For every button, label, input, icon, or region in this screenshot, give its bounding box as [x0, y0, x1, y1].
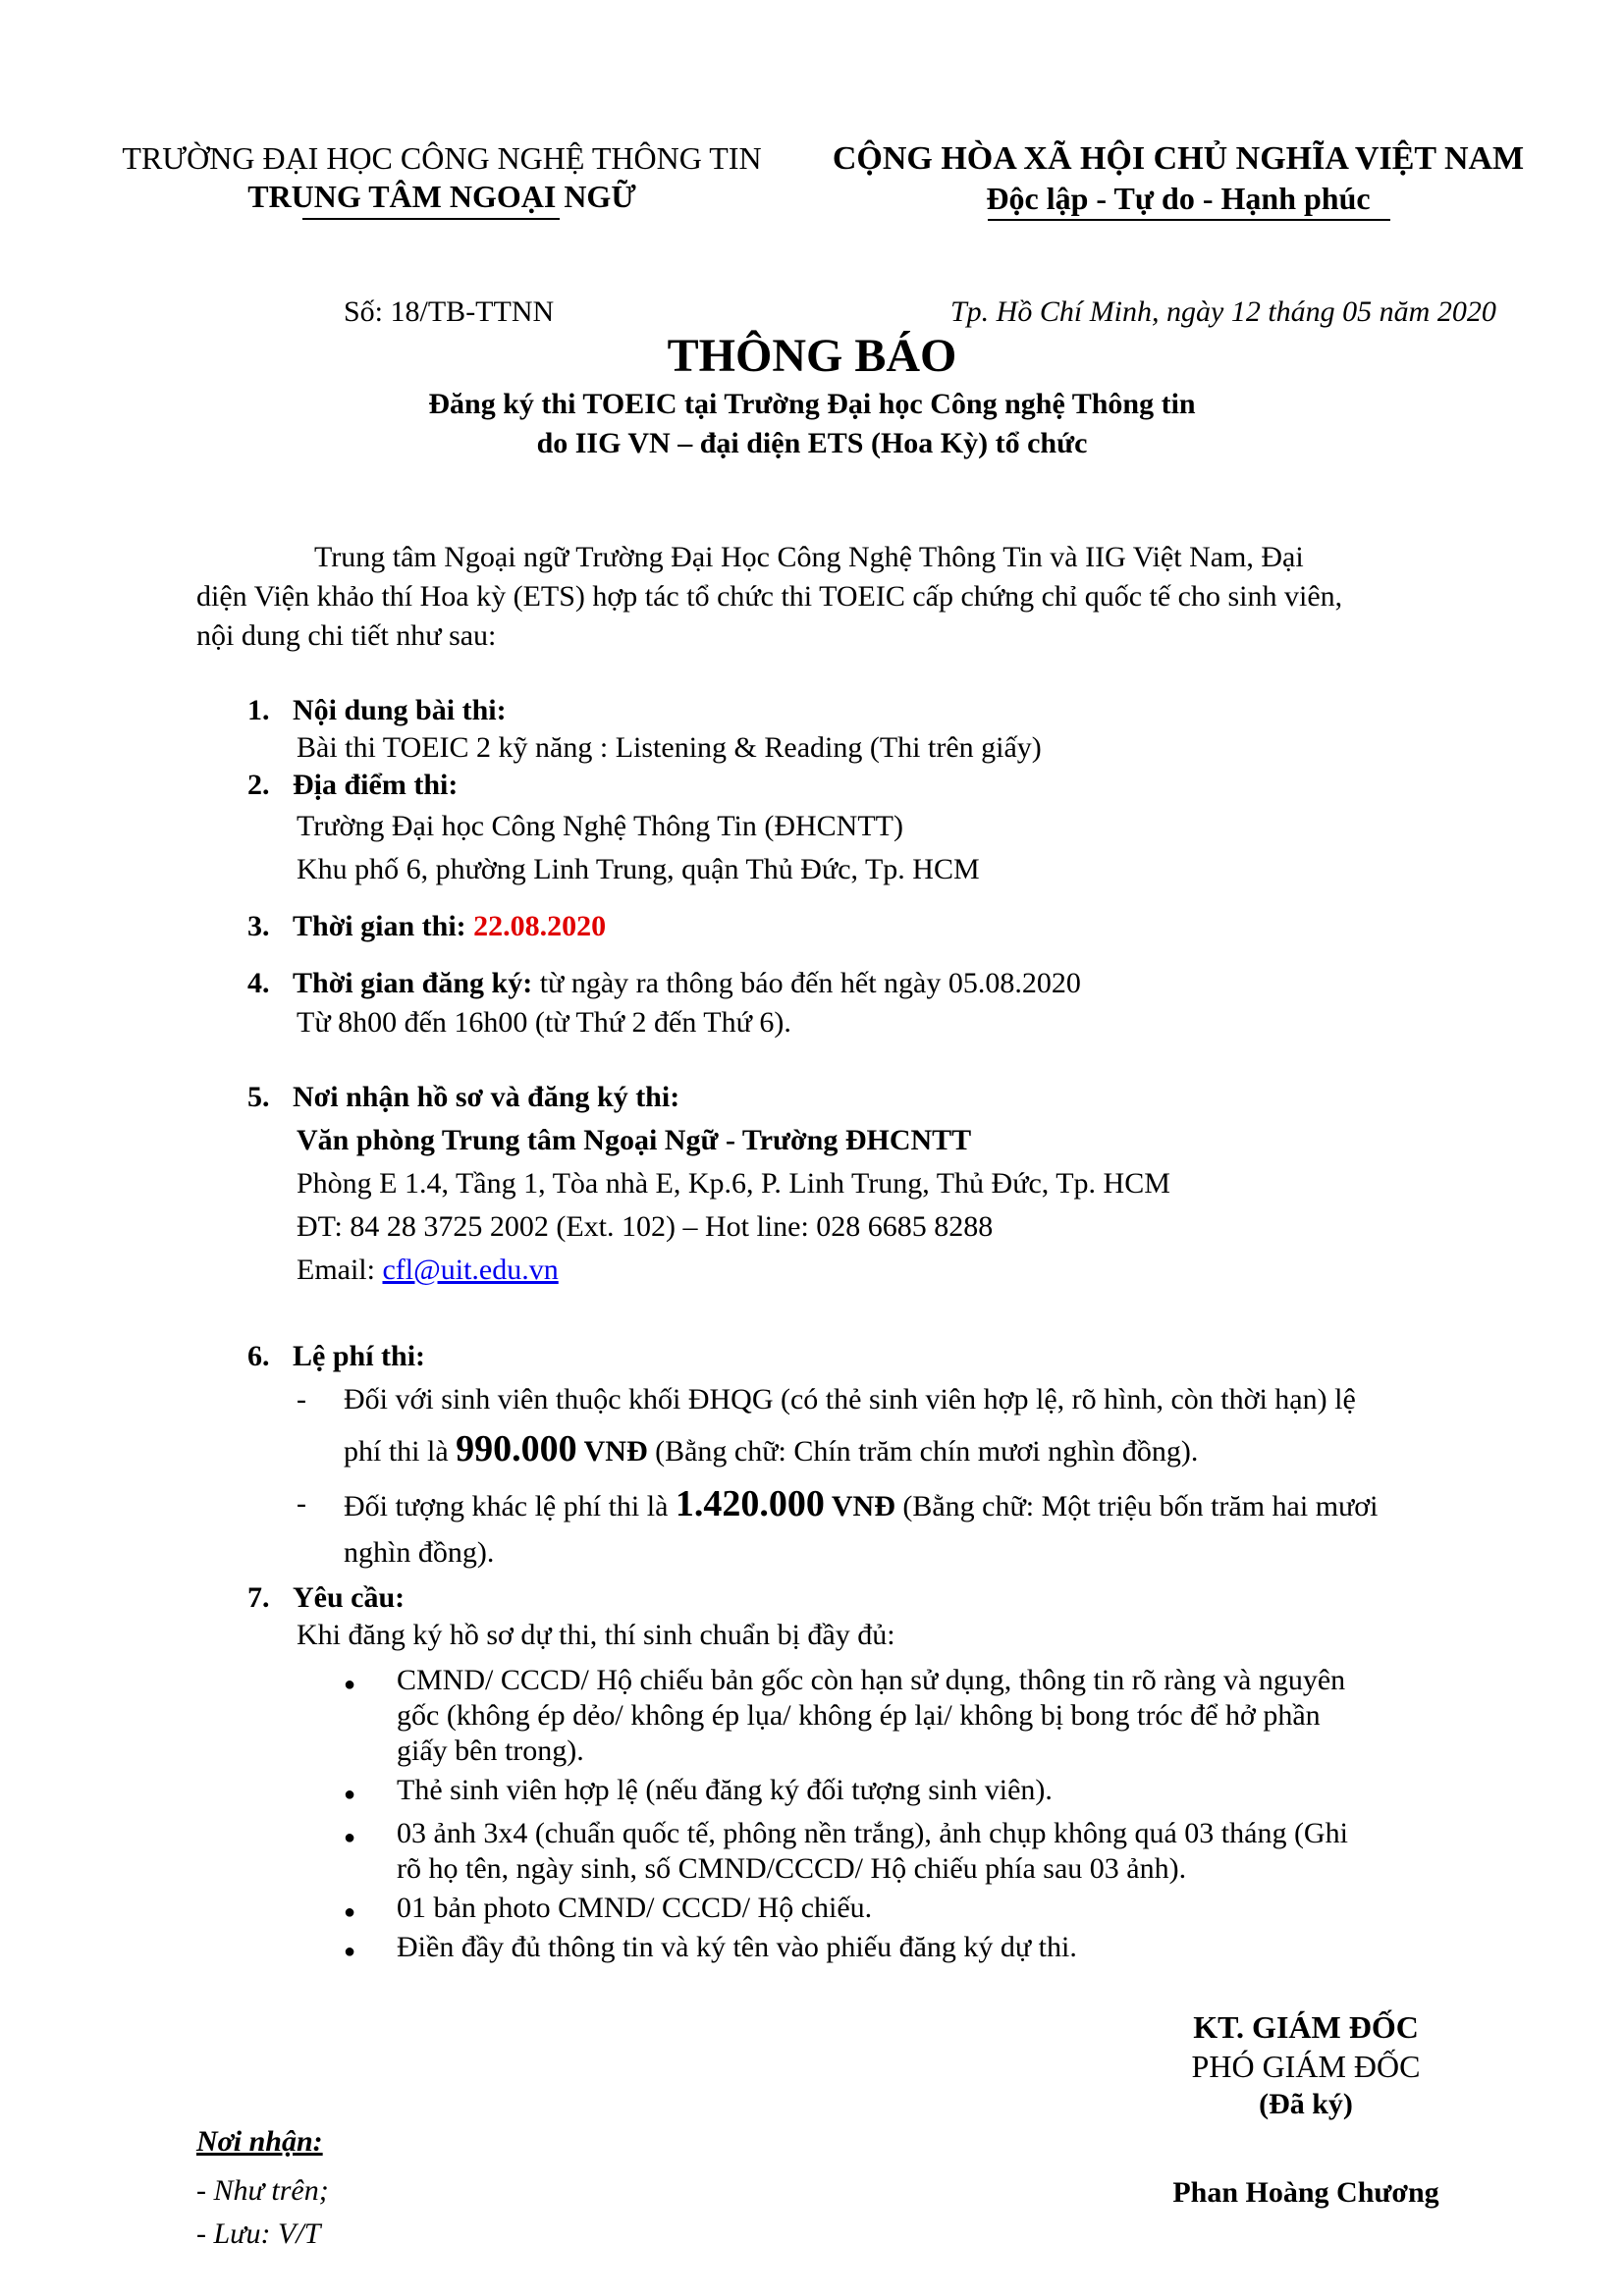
requirement-1-line1: CMND/ CCCD/ Hộ chiếu bản gốc còn hạn sử dụng, thông tin rõ ràng và nguyên	[397, 1664, 1346, 1696]
fee-2-prefix: Đối tượng khác lệ phí thi là	[344, 1490, 676, 1522]
fee-2-amount: 1.420.000	[675, 1483, 825, 1524]
requirement-5: Điền đầy đủ thông tin và ký tên vào phiếu đăng ký dự thi.	[397, 1931, 1077, 1963]
fee-2-line1	[344, 1484, 1379, 1526]
section-3-heading	[247, 907, 606, 946]
requirements-intro: Khi đăng ký hồ sơ dự thi, thí sinh chuẩn bị đầy đủ:	[297, 1619, 895, 1651]
intro-line1: Trung tâm Ngoại ngữ Trường Đại Học Công Nghệ Thông Tin và IIG Việt Nam, Đại	[314, 541, 1304, 573]
org-name-line2: TRUNG TÂM NGOẠI NGỮ	[247, 179, 636, 214]
section-number: 6.	[247, 1340, 270, 1372]
office-phone: ĐT: 84 28 3725 2002 (Ext. 102) – Hot line: 028 6685 8288	[297, 1210, 994, 1243]
subtitle-line2: do IIG VN – đại diện ETS (Hoa Kỳ) tổ chức	[536, 427, 1088, 459]
section-4-heading	[247, 964, 1081, 1003]
requirement-4: 01 bản photo CMND/ CCCD/ Hộ chiếu.	[397, 1892, 873, 1924]
section-title: Yêu cầu:	[293, 1581, 406, 1614]
recipient-item: - Như trên;	[196, 2174, 329, 2207]
fee-1-line1: Đối với sinh viên thuộc khối ĐHQG (có thẻ sinh viên hợp lệ, rõ hình, còn thời hạn) lệ	[344, 1383, 1356, 1415]
email-link[interactable]: cfl@uit.edu.vn	[382, 1254, 559, 1286]
intro-line2: diện Viện khảo thí Hoa kỳ (ETS) hợp tác tổ chức thi TOEIC cấp chứng chỉ quốc tế cho sinh viên,	[196, 580, 1343, 613]
signature-title: KT. GIÁM ĐỐC	[1193, 2009, 1419, 2045]
fee-1-line2	[344, 1429, 1198, 1471]
office-address: Phòng E 1.4, Tầng 1, Tòa nhà E, Kp.6, P. Linh Trung, Thủ Đức, Tp. HCM	[297, 1167, 1170, 1200]
subtitle-line1: Đăng ký thi TOEIC tại Trường Đại học Công nghệ Thông tin	[428, 388, 1196, 420]
section-1-text: Bài thi TOEIC 2 kỹ năng : Listening & Reading (Thi trên giấy)	[297, 731, 1042, 764]
section-7-heading	[247, 1578, 405, 1618]
section-5-heading	[247, 1078, 679, 1117]
place-date: Tp. Hồ Chí Minh, ngày 12 tháng 05 năm 2020	[950, 295, 1496, 328]
section-2-line1: Trường Đại học Công Nghệ Thông Tin (ĐHCNTT)	[297, 810, 903, 842]
section-title: Lệ phí thi:	[293, 1340, 426, 1372]
bullet-icon: ●	[344, 1784, 356, 1805]
section-title: Địa điểm thi:	[293, 769, 459, 801]
requirement-3-line1: 03 ảnh 3x4 (chuẩn quốc tế, phông nền trắng), ảnh chụp không quá 03 tháng (Ghi	[397, 1817, 1348, 1849]
org-underline	[302, 218, 560, 220]
section-6-heading	[247, 1337, 425, 1376]
intro-line3: nội dung chi tiết như sau:	[196, 619, 497, 652]
page-title: THÔNG BÁO	[667, 330, 957, 382]
bullet-icon: ●	[344, 1901, 356, 1923]
signer-name: Phan Hoàng Chương	[1172, 2176, 1439, 2209]
requirement-1-line3: giấy bên trong).	[397, 1735, 584, 1767]
fee-2-line2: nghìn đồng).	[344, 1536, 495, 1569]
section-1-heading	[247, 691, 507, 730]
fee-2-dash: -	[297, 1487, 306, 1520]
bullet-icon: ●	[344, 1674, 356, 1695]
bullet-icon: ●	[344, 1827, 356, 1848]
nation-underline	[988, 219, 1390, 221]
fee-2-currency: VNĐ	[824, 1490, 895, 1522]
section-2-line2: Khu phố 6, phường Linh Trung, quận Thủ Đức, Tp. HCM	[297, 853, 980, 885]
registration-period: từ ngày ra thông báo đến hết ngày 05.08.2020	[539, 967, 1081, 999]
signature-position: PHÓ GIÁM ĐỐC	[1191, 2049, 1421, 2084]
section-title: Thời gian thi:	[293, 910, 466, 942]
fee-2-words: (Bằng chữ: Một triệu bốn trăm hai mươi	[894, 1490, 1379, 1522]
section-number: 7.	[247, 1581, 270, 1614]
recipient-item: - Lưu: V/T	[196, 2217, 321, 2250]
section-title: Thời gian đăng ký:	[293, 967, 533, 999]
section-number: 2.	[247, 769, 270, 801]
fee-1-words: (Bằng chữ: Chín trăm chín mươi nghìn đồng).	[647, 1435, 1199, 1468]
exam-date: 22.08.2020	[473, 910, 607, 942]
fee-1-amount: 990.000	[456, 1428, 577, 1469]
section-number: 3.	[247, 910, 270, 942]
section-number: 1.	[247, 694, 270, 726]
nation-line2: Độc lập - Tự do - Hạnh phúc	[986, 181, 1371, 216]
nation-line1: CỘNG HÒA XÃ HỘI CHỦ NGHĨA VIỆT NAM	[832, 140, 1525, 177]
signature-status: (Đã ký)	[1259, 2088, 1353, 2120]
fee-1-currency: VNĐ	[576, 1435, 648, 1468]
section-number: 4.	[247, 967, 270, 999]
section-number: 5.	[247, 1081, 270, 1113]
recipients-label: Nơi nhận:	[196, 2125, 323, 2158]
requirement-1-line2: gốc (không ép dẻo/ không ép lụa/ không ép lại/ không bị bong tróc để hở phần	[397, 1699, 1321, 1732]
section-2-heading	[247, 766, 458, 805]
org-name-line1: TRƯỜNG ĐẠI HỌC CÔNG NGHỆ THÔNG TIN	[122, 140, 762, 176]
office-name: Văn phòng Trung tâm Ngoại Ngữ - Trường ĐHCNTT	[297, 1124, 972, 1156]
office-email-line	[297, 1251, 559, 1290]
fee-1-prefix: phí thi là	[344, 1435, 457, 1468]
requirement-3-line2: rõ họ tên, ngày sinh, số CMND/CCCD/ Hộ chiếu phía sau 03 ảnh).	[397, 1852, 1187, 1885]
section-title: Nơi nhận hồ sơ và đăng ký thi:	[293, 1081, 680, 1113]
fee-1-dash: -	[297, 1383, 306, 1415]
section-4-line2: Từ 8h00 đến 16h00 (từ Thứ 2 đến Thứ 6).	[297, 1006, 791, 1039]
bullet-icon: ●	[344, 1941, 356, 1962]
requirement-2: Thẻ sinh viên hợp lệ (nếu đăng ký đối tượng sinh viên).	[397, 1774, 1053, 1806]
section-title: Nội dung bài thi:	[293, 694, 507, 726]
email-label: Email:	[297, 1254, 383, 1286]
doc-number: Số: 18/TB-TTNN	[344, 295, 555, 328]
